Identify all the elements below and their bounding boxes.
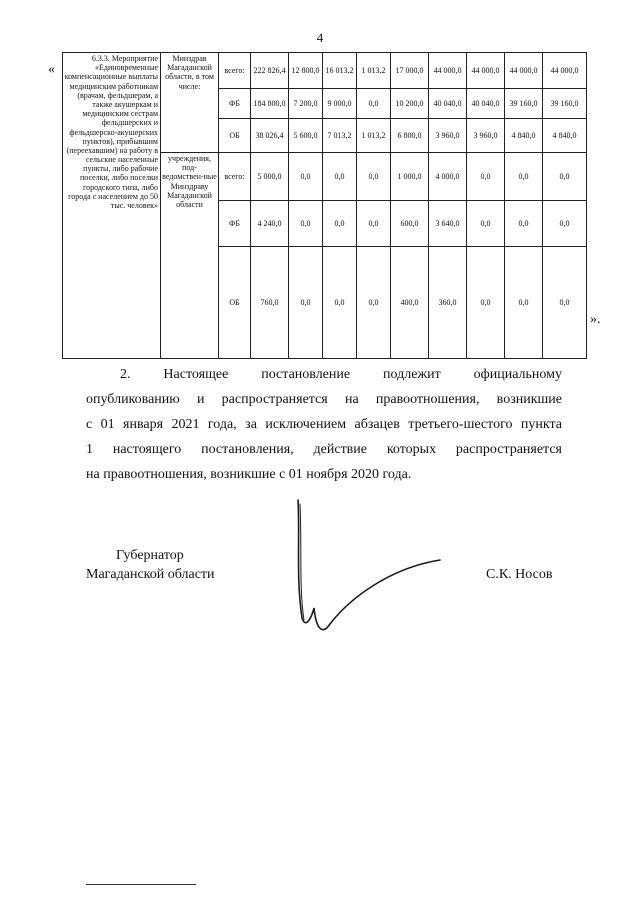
amount-cell: 4 240,0 [251,201,289,247]
amount-cell: 7 013,2 [323,119,357,153]
paragraph-2 [86,362,562,487]
signer-name: С.К. Носов [486,567,553,582]
amount-cell: 44 000,0 [505,53,543,89]
amount-cell: 400,0 [391,247,429,359]
amount-cell: 222 826,4 [251,53,289,89]
amount-cell: 0,0 [289,247,323,359]
amount-cell: 17 000,0 [391,53,429,89]
amount-cell: 0,0 [505,153,543,201]
amount-cell: 0,0 [543,201,587,247]
amount-cell: 0,0 [357,153,391,201]
amount-cell: 0,0 [467,153,505,201]
paragraph-line: 1 настоящего постановления, действие которых распространяется [86,442,562,457]
amount-cell: 39 160,0 [543,89,587,119]
funding-source-cell: ФБ [219,89,251,119]
amount-cell: 10 200,0 [391,89,429,119]
signer-title-line2: Магаданской области [86,567,215,582]
amount-cell: 0,0 [323,153,357,201]
funding-source-cell: ОБ [219,247,251,359]
amount-cell: 38 026,4 [251,119,289,153]
amount-cell: 9 000,0 [323,89,357,119]
signer-title-line1: Губернатор [116,548,184,563]
amount-cell: 0,0 [543,153,587,201]
amount-cell: 0,0 [505,247,543,359]
amount-cell: 16 013,2 [323,53,357,89]
executor-cell: Минздрав Магаданской области, в том числе: [161,53,219,153]
amount-cell: 4 840,0 [543,119,587,153]
amount-cell: 360,0 [429,247,467,359]
amount-cell: 0,0 [543,247,587,359]
paragraph-line: опубликованию и распространяется на правоотношения, возникшие [86,392,562,407]
amount-cell: 4 000,0 [429,153,467,201]
amount-cell: 5 000,0 [251,153,289,201]
closing-quote: ». [590,312,601,327]
footer-rule [86,884,196,885]
funding-source-cell: ФБ [219,201,251,247]
page-number: 4 [316,30,324,45]
amount-cell: 0,0 [289,201,323,247]
table-row [63,53,587,89]
amount-cell: 600,0 [391,201,429,247]
amount-cell: 44 000,0 [543,53,587,89]
amount-cell: 0,0 [289,153,323,201]
amount-cell: 0,0 [323,247,357,359]
amount-cell: 39 160,0 [505,89,543,119]
amount-cell: 760,0 [251,247,289,359]
amount-cell: 1 000,0 [391,153,429,201]
amount-cell: 1 013,2 [357,119,391,153]
measure-name-cell: 6.3.3. Мероприятие «Единовременные компенсационные выплаты медицинским работникам (врачам, фельдшерам, а также акушеркам и медицинским сестрам фельдшерских и фельдшерско-акушерских пунктов), прибывшим (переехавшим) на работу в сельские населенные пункты, либо рабочие поселки, либо поселки городского типа, либо города с населением до 50 тыс. человек» [63,53,161,359]
amount-cell: 0,0 [357,89,391,119]
amount-cell: 40 040,0 [467,89,505,119]
amount-cell: 44 000,0 [467,53,505,89]
amount-cell: 0,0 [467,247,505,359]
amount-cell: 40 040,0 [429,89,467,119]
paragraph-line: на правоотношения, возникшие с 01 ноября 2020 года. [86,467,412,482]
amount-cell: 3 640,0 [429,201,467,247]
executor-cell: учреждения, под-ведомствен-ные Минздраву Магаданской области [161,153,219,359]
amount-cell: 4 840,0 [505,119,543,153]
funding-source-cell: всего: [219,53,251,89]
amount-cell: 0,0 [357,201,391,247]
amount-cell: 0,0 [505,201,543,247]
amount-cell: 0,0 [467,201,505,247]
amount-cell: 44 000,0 [429,53,467,89]
amount-cell: 0,0 [357,247,391,359]
amount-cell: 1 013,2 [357,53,391,89]
budget-table [62,52,587,359]
paragraph-line: 2. Настоящее постановление подлежит официальному [120,367,562,382]
amount-cell: 0,0 [323,201,357,247]
amount-cell: 6 800,0 [391,119,429,153]
funding-source-cell: всего: [219,153,251,201]
amount-cell: 12 800,0 [289,53,323,89]
amount-cell: 3 960,0 [467,119,505,153]
amount-cell: 5 600,0 [289,119,323,153]
amount-cell: 3 960,0 [429,119,467,153]
handwritten-signature [290,498,450,643]
amount-cell: 7 200,0 [289,89,323,119]
funding-source-cell: ОБ [219,119,251,153]
paragraph-line: с 01 января 2021 года, за исключением абзацев третьего-шестого пункта [86,417,562,432]
signer-title [86,546,215,584]
opening-quote: « [48,62,55,77]
amount-cell: 184 800,0 [251,89,289,119]
